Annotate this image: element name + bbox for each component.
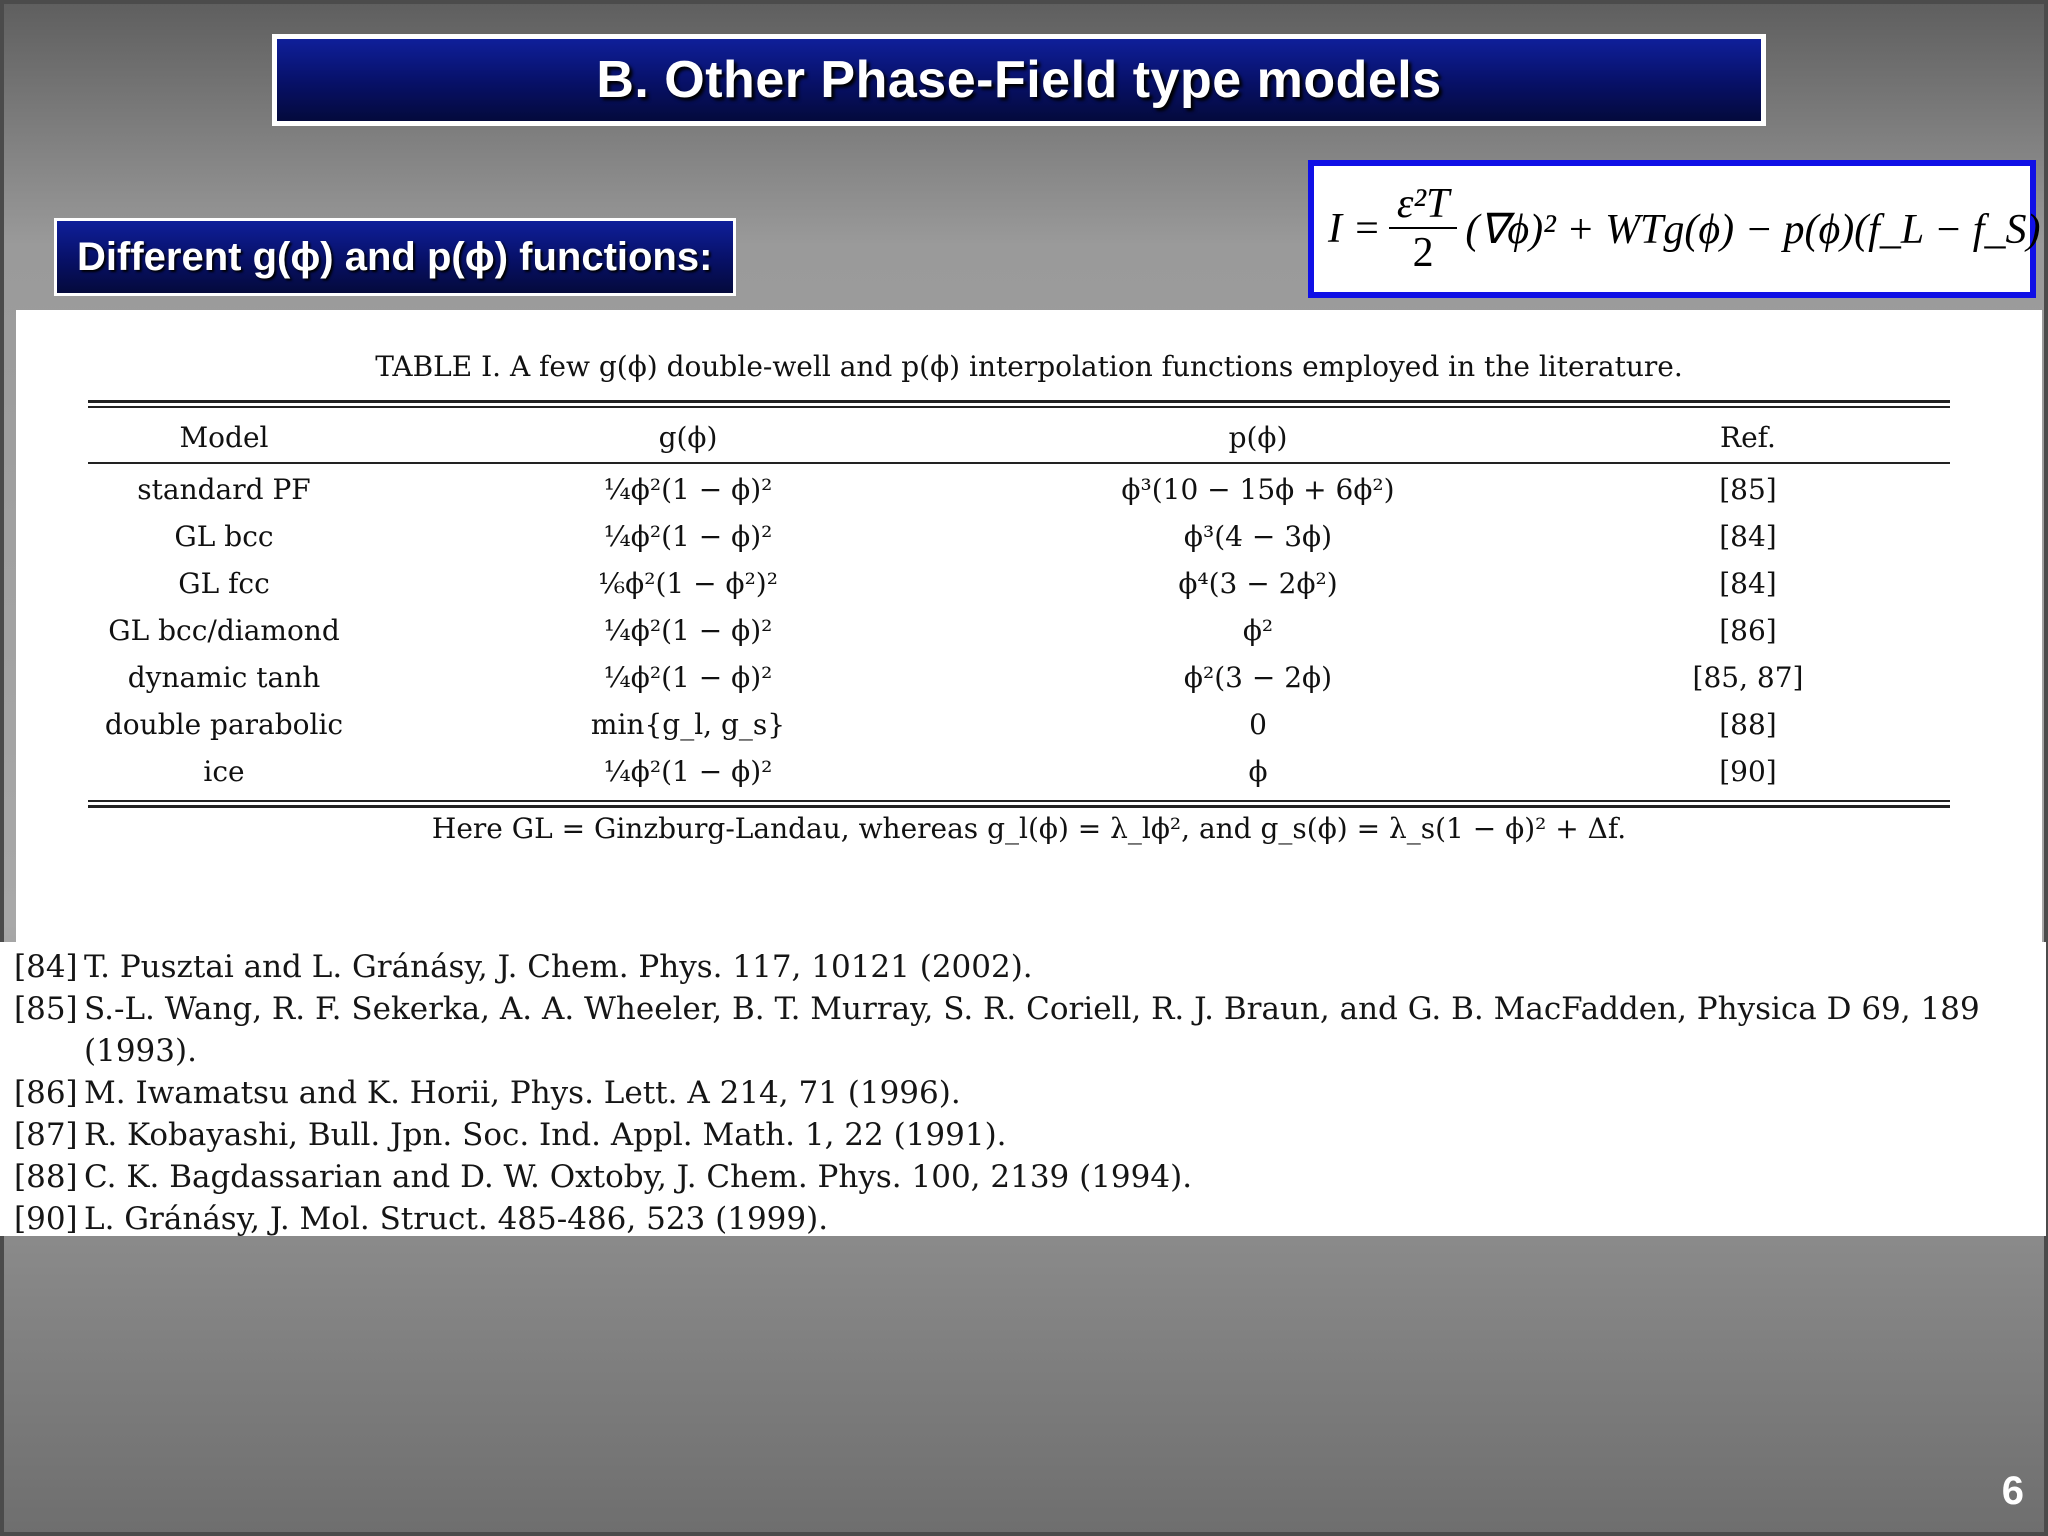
- cell-model: standard PF: [137, 473, 311, 506]
- table-header-rule: [88, 462, 1950, 464]
- cell-model: dynamic tanh: [127, 661, 321, 694]
- formula-rhs: (∇ϕ)² + WTg(ϕ) − p(ϕ)(f_L − f_S): [1465, 207, 2041, 253]
- cell-model: GL fcc: [178, 567, 270, 600]
- table-top-rule-2: [88, 406, 1950, 408]
- table-header-row: [88, 414, 1950, 461]
- cell-g: ⅙ϕ²(1 − ϕ²)²: [598, 567, 778, 600]
- reference-text: C. K. Bagdassarian and D. W. Oxtoby, J. Chem. Phys. 100, 2139 (1994).: [84, 1159, 1193, 1195]
- cell-ref: [85]: [1719, 473, 1777, 506]
- reference-number: [86]: [14, 1075, 78, 1111]
- reference-number: [84]: [14, 949, 78, 985]
- header-model: Model: [179, 421, 269, 454]
- cell-model: ice: [203, 755, 245, 788]
- table-row: [88, 701, 1950, 748]
- references-list: [0, 942, 2046, 1240]
- cell-p: ϕ²: [1242, 614, 1274, 647]
- cell-model: GL bcc/diamond: [108, 614, 340, 647]
- reference-text: R. Kobayashi, Bull. Jpn. Soc. Ind. Appl. Math. 1, 22 (1991).: [84, 1117, 1007, 1153]
- table-row: [88, 654, 1950, 701]
- reference-number: [88]: [14, 1159, 78, 1195]
- reference-item: [14, 1114, 2046, 1156]
- cell-p: ϕ³(4 − 3ϕ): [1183, 520, 1333, 553]
- formula-fraction: [1389, 181, 1458, 277]
- cell-ref: [88]: [1719, 708, 1777, 741]
- cell-p: ϕ³(10 − 15ϕ + 6ϕ²): [1121, 473, 1395, 506]
- cell-p: ϕ⁴(3 − 2ϕ²): [1178, 567, 1338, 600]
- cell-g: ¼ϕ²(1 − ϕ)²: [603, 661, 773, 694]
- cell-ref: [84]: [1719, 567, 1777, 600]
- reference-number: [90]: [14, 1201, 78, 1237]
- reference-item: [14, 946, 2046, 988]
- formula-numerator: ε²T: [1389, 181, 1458, 229]
- cell-ref: [90]: [1719, 755, 1777, 788]
- cell-g: ¼ϕ²(1 − ϕ)²: [603, 520, 773, 553]
- reference-number: [87]: [14, 1117, 78, 1153]
- reference-item: [14, 1156, 2046, 1198]
- subtitle: Different g(ϕ) and p(ϕ) functions:: [77, 234, 713, 279]
- cell-p: ϕ²(3 − 2ϕ): [1183, 661, 1333, 694]
- cell-ref: [86]: [1719, 614, 1777, 647]
- table-bottom-rule: [88, 800, 1950, 802]
- cell-model: double parabolic: [104, 708, 344, 741]
- formula-lhs: I =: [1328, 206, 1381, 252]
- references-panel: [0, 942, 2046, 1236]
- reference-number: [85]: [14, 991, 78, 1027]
- cell-ref: [85, 87]: [1692, 661, 1804, 694]
- table-row: [88, 607, 1950, 654]
- cell-model: GL bcc: [174, 520, 274, 553]
- table-top-rule: [88, 400, 1950, 403]
- slide-title: B. Other Phase-Field type models: [596, 51, 1442, 109]
- reference-item: [14, 1072, 2046, 1114]
- cell-g: min{g_l, g_s}: [590, 708, 786, 741]
- cell-ref: [84]: [1719, 520, 1777, 553]
- cell-p: 0: [1249, 708, 1267, 741]
- reference-text: M. Iwamatsu and K. Horii, Phys. Lett. A 214, 71 (1996).: [84, 1075, 961, 1111]
- cell-g: ¼ϕ²(1 − ϕ)²: [603, 614, 773, 647]
- table-panel: [16, 310, 2042, 942]
- header-ref: Ref.: [1720, 421, 1776, 454]
- reference-text: L. Gránásy, J. Mol. Struct. 485-486, 523 (1999).: [84, 1201, 829, 1237]
- table-row: [88, 560, 1950, 607]
- cell-g: ¼ϕ²(1 − ϕ)²: [603, 755, 773, 788]
- header-g: g(ϕ): [658, 421, 718, 454]
- slide-title-box: [272, 34, 1766, 126]
- reference-item: [14, 1198, 2046, 1240]
- formula-denominator: 2: [1412, 229, 1434, 276]
- reference-text: T. Pusztai and L. Gránásy, J. Chem. Phys. 117, 10121 (2002).: [84, 949, 1033, 985]
- table-row: [88, 513, 1950, 560]
- table-row: [88, 466, 1950, 513]
- table-footnote: Here GL = Ginzburg-Landau, whereas g_l(ϕ) = λ_lϕ², and g_s(ϕ) = λ_s(1 − ϕ)² + Δf.: [431, 812, 1627, 845]
- reference-text: S.-L. Wang, R. F. Sekerka, A. A. Wheeler, B. T. Murray, S. R. Coriell, R. J. Braun, and G. B. MacFadden, Physica D 69, 189 (1993).: [84, 991, 1980, 1069]
- reference-item: [14, 988, 2046, 1072]
- subtitle-box: [54, 218, 736, 296]
- table-caption: TABLE I. A few g(ϕ) double-well and p(ϕ) interpolation functions employed in the literature.: [375, 350, 1683, 383]
- header-p: p(ϕ): [1228, 421, 1288, 454]
- table-row: [88, 748, 1950, 795]
- cell-p: ϕ: [1248, 755, 1268, 788]
- table-bottom-rule-2: [88, 805, 1950, 808]
- page-number: 6: [2001, 1469, 2024, 1513]
- cell-g: ¼ϕ²(1 − ϕ)²: [603, 473, 773, 506]
- formula-box: [1308, 160, 2041, 298]
